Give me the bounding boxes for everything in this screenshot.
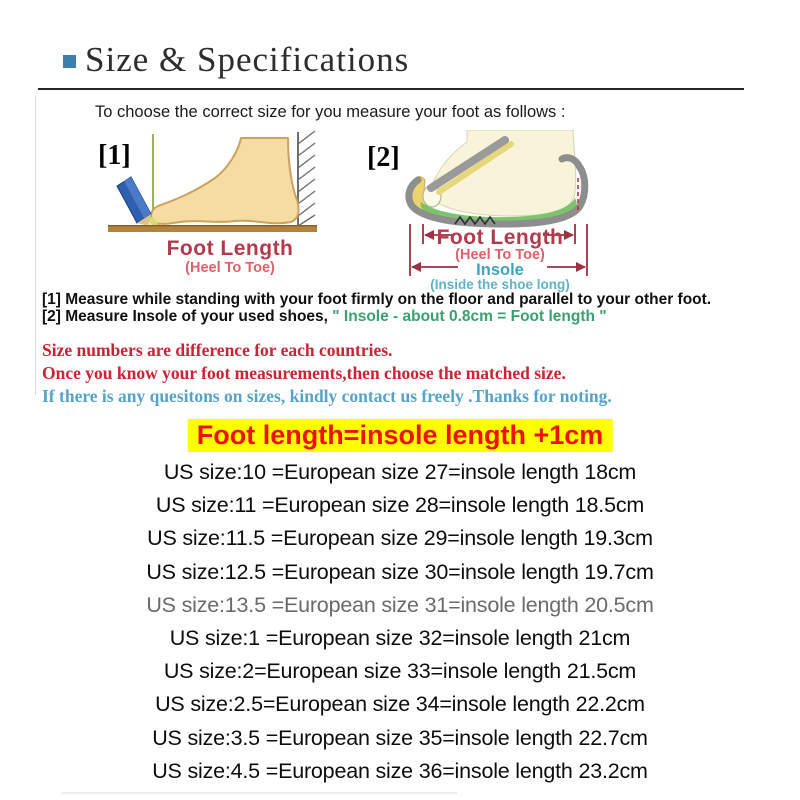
instruction-2-highlight: " Insole - about 0.8cm = Foot length " bbox=[332, 308, 607, 325]
wall-hatching bbox=[298, 131, 315, 226]
foot-measure-diagram bbox=[95, 130, 320, 295]
diagram-1-label: [1] bbox=[98, 140, 131, 171]
size-row: US size:12.5 =European size 30=insole length 19.7cm bbox=[146, 559, 654, 584]
note-red-2: Once you know your foot measurements,then choose the matched size. bbox=[42, 363, 566, 383]
intro-text: To choose the correct size for you measure your foot as follows : bbox=[95, 103, 566, 121]
foot-length-caption: Foot Length bbox=[166, 237, 294, 260]
size-row: US size:13.5 =European size 31=insole length 20.5cm bbox=[146, 592, 654, 617]
size-row: US size:2=European size 33=insole length 21.5cm bbox=[163, 659, 637, 684]
instruction-line-2 bbox=[42, 308, 607, 326]
title-underline bbox=[38, 88, 744, 90]
foot-length-formula-banner: Foot length=insole length +1cm bbox=[188, 419, 613, 452]
note-blue: If there is any quesitons on sizes, kindly contact us freely .Thanks for noting. bbox=[42, 386, 612, 406]
size-row: US size:2.5=European size 34=insole length 22.2cm bbox=[155, 692, 645, 717]
size-row: US size:11 =European size 28=insole length 18.5cm bbox=[155, 493, 645, 518]
instruction-2-text: [2] Measure Insole of your used shoes, bbox=[42, 308, 333, 325]
size-row: US size:1 =European size 32=insole length 21cm bbox=[169, 626, 631, 651]
page-title: Size & Specifications bbox=[85, 40, 410, 79]
heel-to-toe-caption-2: (Heel To Toe) bbox=[455, 247, 545, 263]
bottom-divider bbox=[62, 792, 457, 794]
instruction-line-1 bbox=[42, 291, 711, 309]
diagram-2-label: [2] bbox=[367, 142, 400, 173]
size-row: US size:11.5 =European size 29=insole length 19.3cm bbox=[147, 526, 653, 551]
inside-shoe-caption: (Inside the shoe long) bbox=[430, 277, 570, 292]
note-red-1: Size numbers are difference for each countries. bbox=[42, 340, 393, 360]
pencil-icon bbox=[117, 177, 151, 226]
bullet-square-icon bbox=[63, 55, 76, 68]
insole-caption: Insole bbox=[476, 261, 524, 279]
shoe-insole-diagram bbox=[365, 130, 650, 295]
floor-line bbox=[108, 225, 317, 232]
size-row: US size:10 =European size 27=insole length 18cm bbox=[163, 460, 637, 484]
size-row: US size:4.5 =European size 36=insole length 23.2cm bbox=[152, 758, 648, 783]
content-left-border bbox=[35, 95, 36, 395]
foot-length-caption-2: Foot Length bbox=[436, 226, 564, 249]
instruction-1-text: [1] Measure while standing with your foot firmly on the floor and parallel to your other foot. bbox=[42, 291, 712, 308]
foot-shape bbox=[149, 138, 299, 224]
size-row: US size:3.5 =European size 35=insole length 22.7cm bbox=[152, 725, 648, 750]
heel-to-toe-caption: (Heel To Toe) bbox=[185, 260, 275, 276]
size-list bbox=[0, 456, 800, 788]
